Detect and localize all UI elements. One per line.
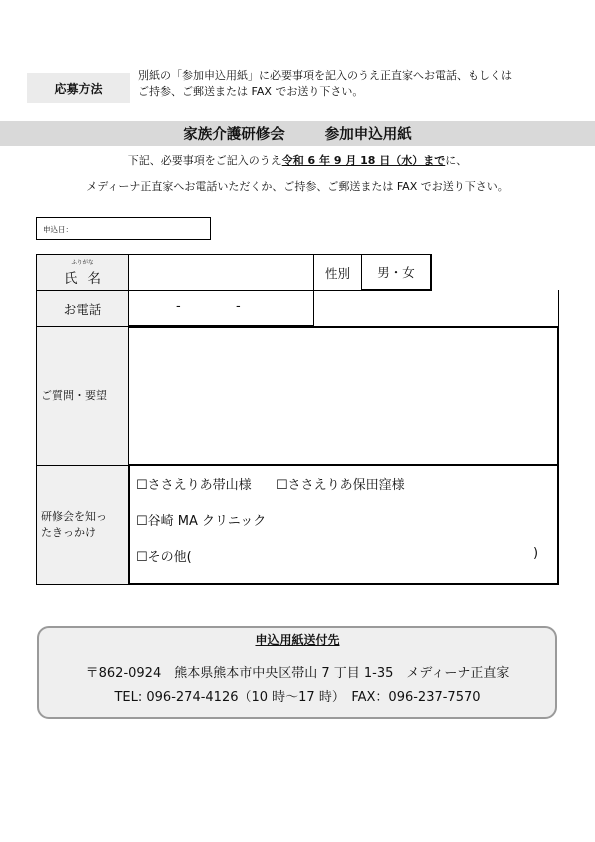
trigger-options — [128, 465, 559, 585]
phone-separator: - — [176, 299, 181, 314]
name-label: 氏名 — [64, 271, 111, 287]
name-field[interactable] — [128, 254, 314, 291]
send-to-title: 申込用紙送付先 — [255, 633, 340, 647]
form-title-part-1: 家族介護研修会 — [183, 127, 285, 143]
method-line-1: 別紙の「参加申込用紙」に必要事項を記入のうえ正直家へお電話、もしくは — [138, 69, 512, 82]
send-to-address: 〒862-0924 熊本県熊本市中央区帯山 7 丁目 1-35 メディーナ正直家 — [85, 666, 510, 681]
form-title — [0, 121, 595, 146]
option-tanizaki-clinic[interactable]: ☐谷崎 MA クリニック — [136, 514, 267, 529]
option-other[interactable]: ☐その他( — [136, 550, 192, 565]
name-label-cell — [36, 254, 129, 291]
question-field[interactable] — [128, 326, 559, 466]
trigger-label — [36, 465, 129, 585]
furigana-label: ふりがな — [71, 260, 94, 266]
intro-pre: 下記、必要事項をご記入のうえ — [127, 154, 282, 167]
trigger-label-line-2: たきっかけ — [41, 526, 96, 539]
phone-label: お電話 — [36, 290, 129, 327]
send-to-contact: TEL: 096-274-4126（10 時～17 時） FAX：096-237-7570 — [114, 690, 481, 705]
phone-field[interactable] — [128, 290, 314, 327]
application-date-field[interactable]: 申込日： — [36, 217, 211, 240]
method-description — [138, 68, 578, 99]
form-title-part-2: 参加申込用紙 — [324, 127, 412, 143]
method-label: 応募方法 — [27, 73, 130, 103]
intro-post: に、 — [445, 154, 468, 167]
deadline: 令和 6 年 9 月 18 日（水）まで — [281, 154, 446, 167]
phone-extra-cell — [313, 290, 559, 327]
gender-field[interactable]: 男・女 — [361, 254, 432, 291]
intro-line-1 — [0, 152, 595, 168]
option-hotakubo[interactable]: ☐ささえりあ保田窪様 — [276, 478, 405, 493]
question-label: ご質問・要望 — [36, 326, 129, 466]
phone-separator: - — [236, 299, 241, 314]
intro-line-2: メディーナ正直家へお電話いただくか、ご持参、ご郵送または FAX でお送り下さい。 — [86, 180, 509, 193]
option-other-close: ) — [533, 546, 539, 561]
option-obiyama[interactable]: ☐ささえりあ帯山様 — [136, 478, 252, 493]
gender-label: 性別 — [313, 254, 362, 291]
trigger-label-line-1: 研修会を知っ — [41, 510, 107, 523]
method-line-2: ご持参、ご郵送または FAX でお送り下さい。 — [138, 84, 364, 98]
